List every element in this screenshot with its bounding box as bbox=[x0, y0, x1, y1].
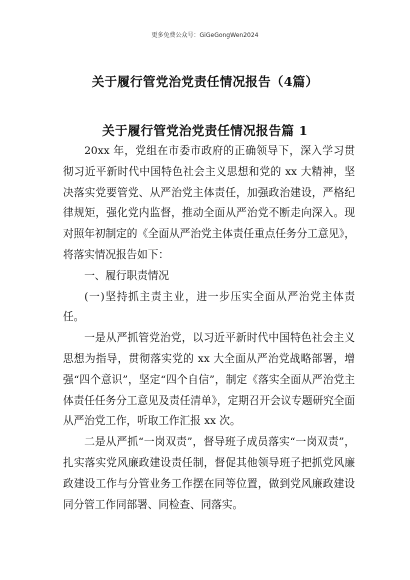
body-text bbox=[63, 141, 355, 515]
subheading-main-responsibility: (一)坚持抓主责主业，进一步压实全面从严治党主体责任。 bbox=[63, 290, 355, 324]
paragraph-point-two: 二是从严抓“一岗双责”，督导班子成员落实“一岗双责”，扎实落实党风廉政建设责任制，督促其他领导班子把抓党风廉政建设工作与分管业务工作摆在同等位置，做到党风廉政建设同分管工作同部署、同检查、同落实。 bbox=[63, 436, 355, 511]
paragraph-point-one: 一是从严抓管党治党，以习近平新时代中国特色社会主义思想为指导，贯彻落实党的 xx 大全面从严治党战略部署，增强“四个意识”，坚定“四个自信”，制定《落实全面从严治党主体责任任务分工意见及责任清单》，定期召开会议专题研究全面从严治党工作，听取工作汇报 xx 次。 bbox=[63, 332, 355, 428]
paragraph-intro: 20xx 年，党组在市委市政府的正确领导下，深入学习贯彻习近平新时代中国特色社会主义思想和党的 xx 大精神，坚决落实党要管党、从严治党主体责任，加强政治建设，严格纪律规矩，强化党内监督，推动全面从严治党不断走向深入。现对照年初制定的《全面从严治党主体责任重点任务分工意见》，将落实情况报告如下： bbox=[63, 145, 355, 261]
document-title: 关于履行管党治党责任情况报告（4篇） bbox=[91, 74, 319, 89]
section-title: 关于履行管党治党责任情况报告篇 1 bbox=[102, 123, 308, 138]
heading-duty-performance: 一、履行职责情况 bbox=[84, 269, 169, 282]
header-note: 更多免费公众号：GiGeGongWen2024 bbox=[151, 32, 259, 39]
